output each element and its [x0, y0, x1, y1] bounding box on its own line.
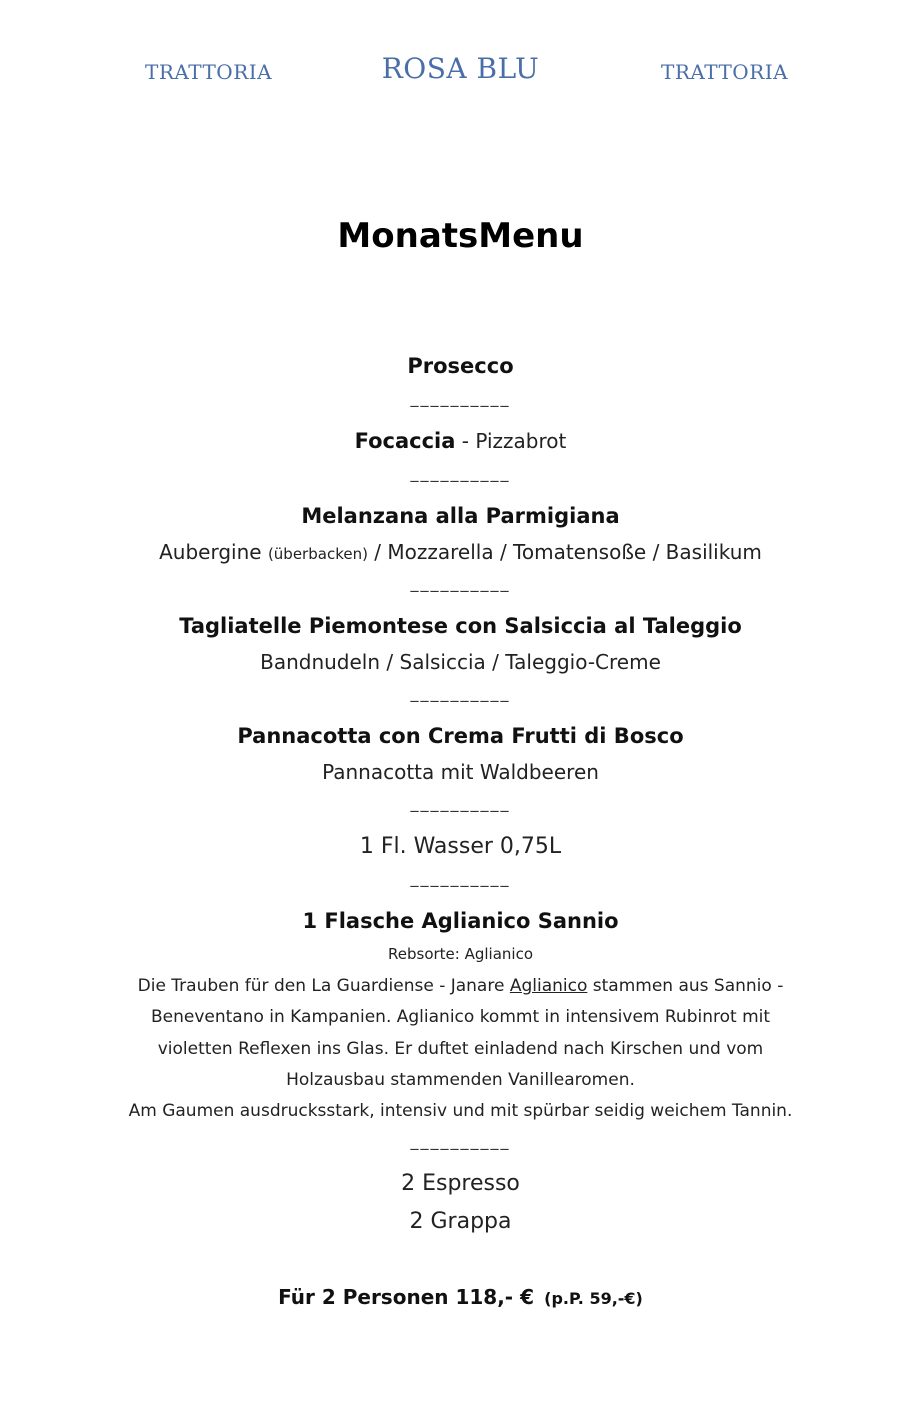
course-melanzana-desc: [0, 540, 921, 564]
course-focaccia-suffix: - Pizzabrot: [455, 429, 567, 453]
separator: __________: [410, 1131, 511, 1150]
water-item: 1 Fl. Wasser 0,75L: [359, 834, 562, 859]
aglianico-link[interactable]: Aglianico: [509, 976, 588, 996]
wine-grape: Rebsorte: Aglianico: [388, 945, 533, 963]
course-tagliatelle-desc: Bandnudeln / Salsiccia / Taleggio-Creme: [260, 650, 661, 674]
course-tagliatelle-name: Tagliatelle Piemontese con Salsiccia al Taleggio: [179, 614, 742, 638]
separator: __________: [410, 793, 511, 812]
header-right-label: TRATTORIA: [661, 60, 789, 84]
course-prosecco: Prosecco: [407, 354, 514, 378]
price-per-person: (p.P. 59,-€): [544, 1289, 643, 1308]
melanzana-desc-b: / Mozzarella / Tomatensoße / Basilikum: [367, 540, 762, 564]
melanzana-desc-paren: (überbacken): [267, 545, 368, 563]
wine-desc-1b: stammen aus Sannio -: [587, 976, 784, 996]
course-pannacotta-name: Pannacotta con Crema Frutti di Bosco: [237, 724, 684, 748]
course-focaccia-name: Focaccia: [354, 429, 456, 453]
separator: __________: [410, 388, 511, 407]
wine-desc-line-2: Beneventano in Kampanien. Aglianico kommt in intensivem Rubinrot mit: [150, 1007, 771, 1027]
course-melanzana-name: Melanzana alla Parmigiana: [301, 504, 620, 528]
separator: __________: [410, 463, 511, 482]
restaurant-name: ROSA BLU: [381, 52, 540, 85]
wine-desc-line-1: [0, 976, 921, 996]
wine-desc-1a: Die Trauben für den La Guardiense - Janare: [137, 976, 510, 996]
restaurant-header: [0, 50, 921, 90]
price-total: Für 2 Personen 118,- €: [278, 1285, 534, 1309]
wine-desc-line-5: Am Gaumen ausdrucksstark, intensiv und mit spürbar seidig weichem Tannin.: [128, 1101, 793, 1121]
separator: __________: [410, 573, 511, 592]
espresso-item: 2 Espresso: [401, 1171, 520, 1196]
course-pannacotta-desc: Pannacotta mit Waldbeeren: [322, 760, 599, 784]
wine-desc-line-4: Holzausbau stammenden Vanillearomen.: [286, 1070, 635, 1090]
price-line: [0, 1285, 921, 1309]
melanzana-desc-a: Aubergine: [159, 540, 268, 564]
course-focaccia: [0, 429, 921, 453]
header-left-label: TRATTORIA: [145, 60, 273, 84]
wine-desc-line-3: violetten Reflexen ins Glas. Er duftet einladend nach Kirschen und vom: [157, 1039, 764, 1059]
menu-title: MonatsMenu: [337, 216, 584, 256]
wine-name: 1 Flasche Aglianico Sannio: [302, 909, 619, 933]
grappa-item: 2 Grappa: [409, 1209, 512, 1234]
separator: __________: [410, 683, 511, 702]
separator: __________: [410, 868, 511, 887]
